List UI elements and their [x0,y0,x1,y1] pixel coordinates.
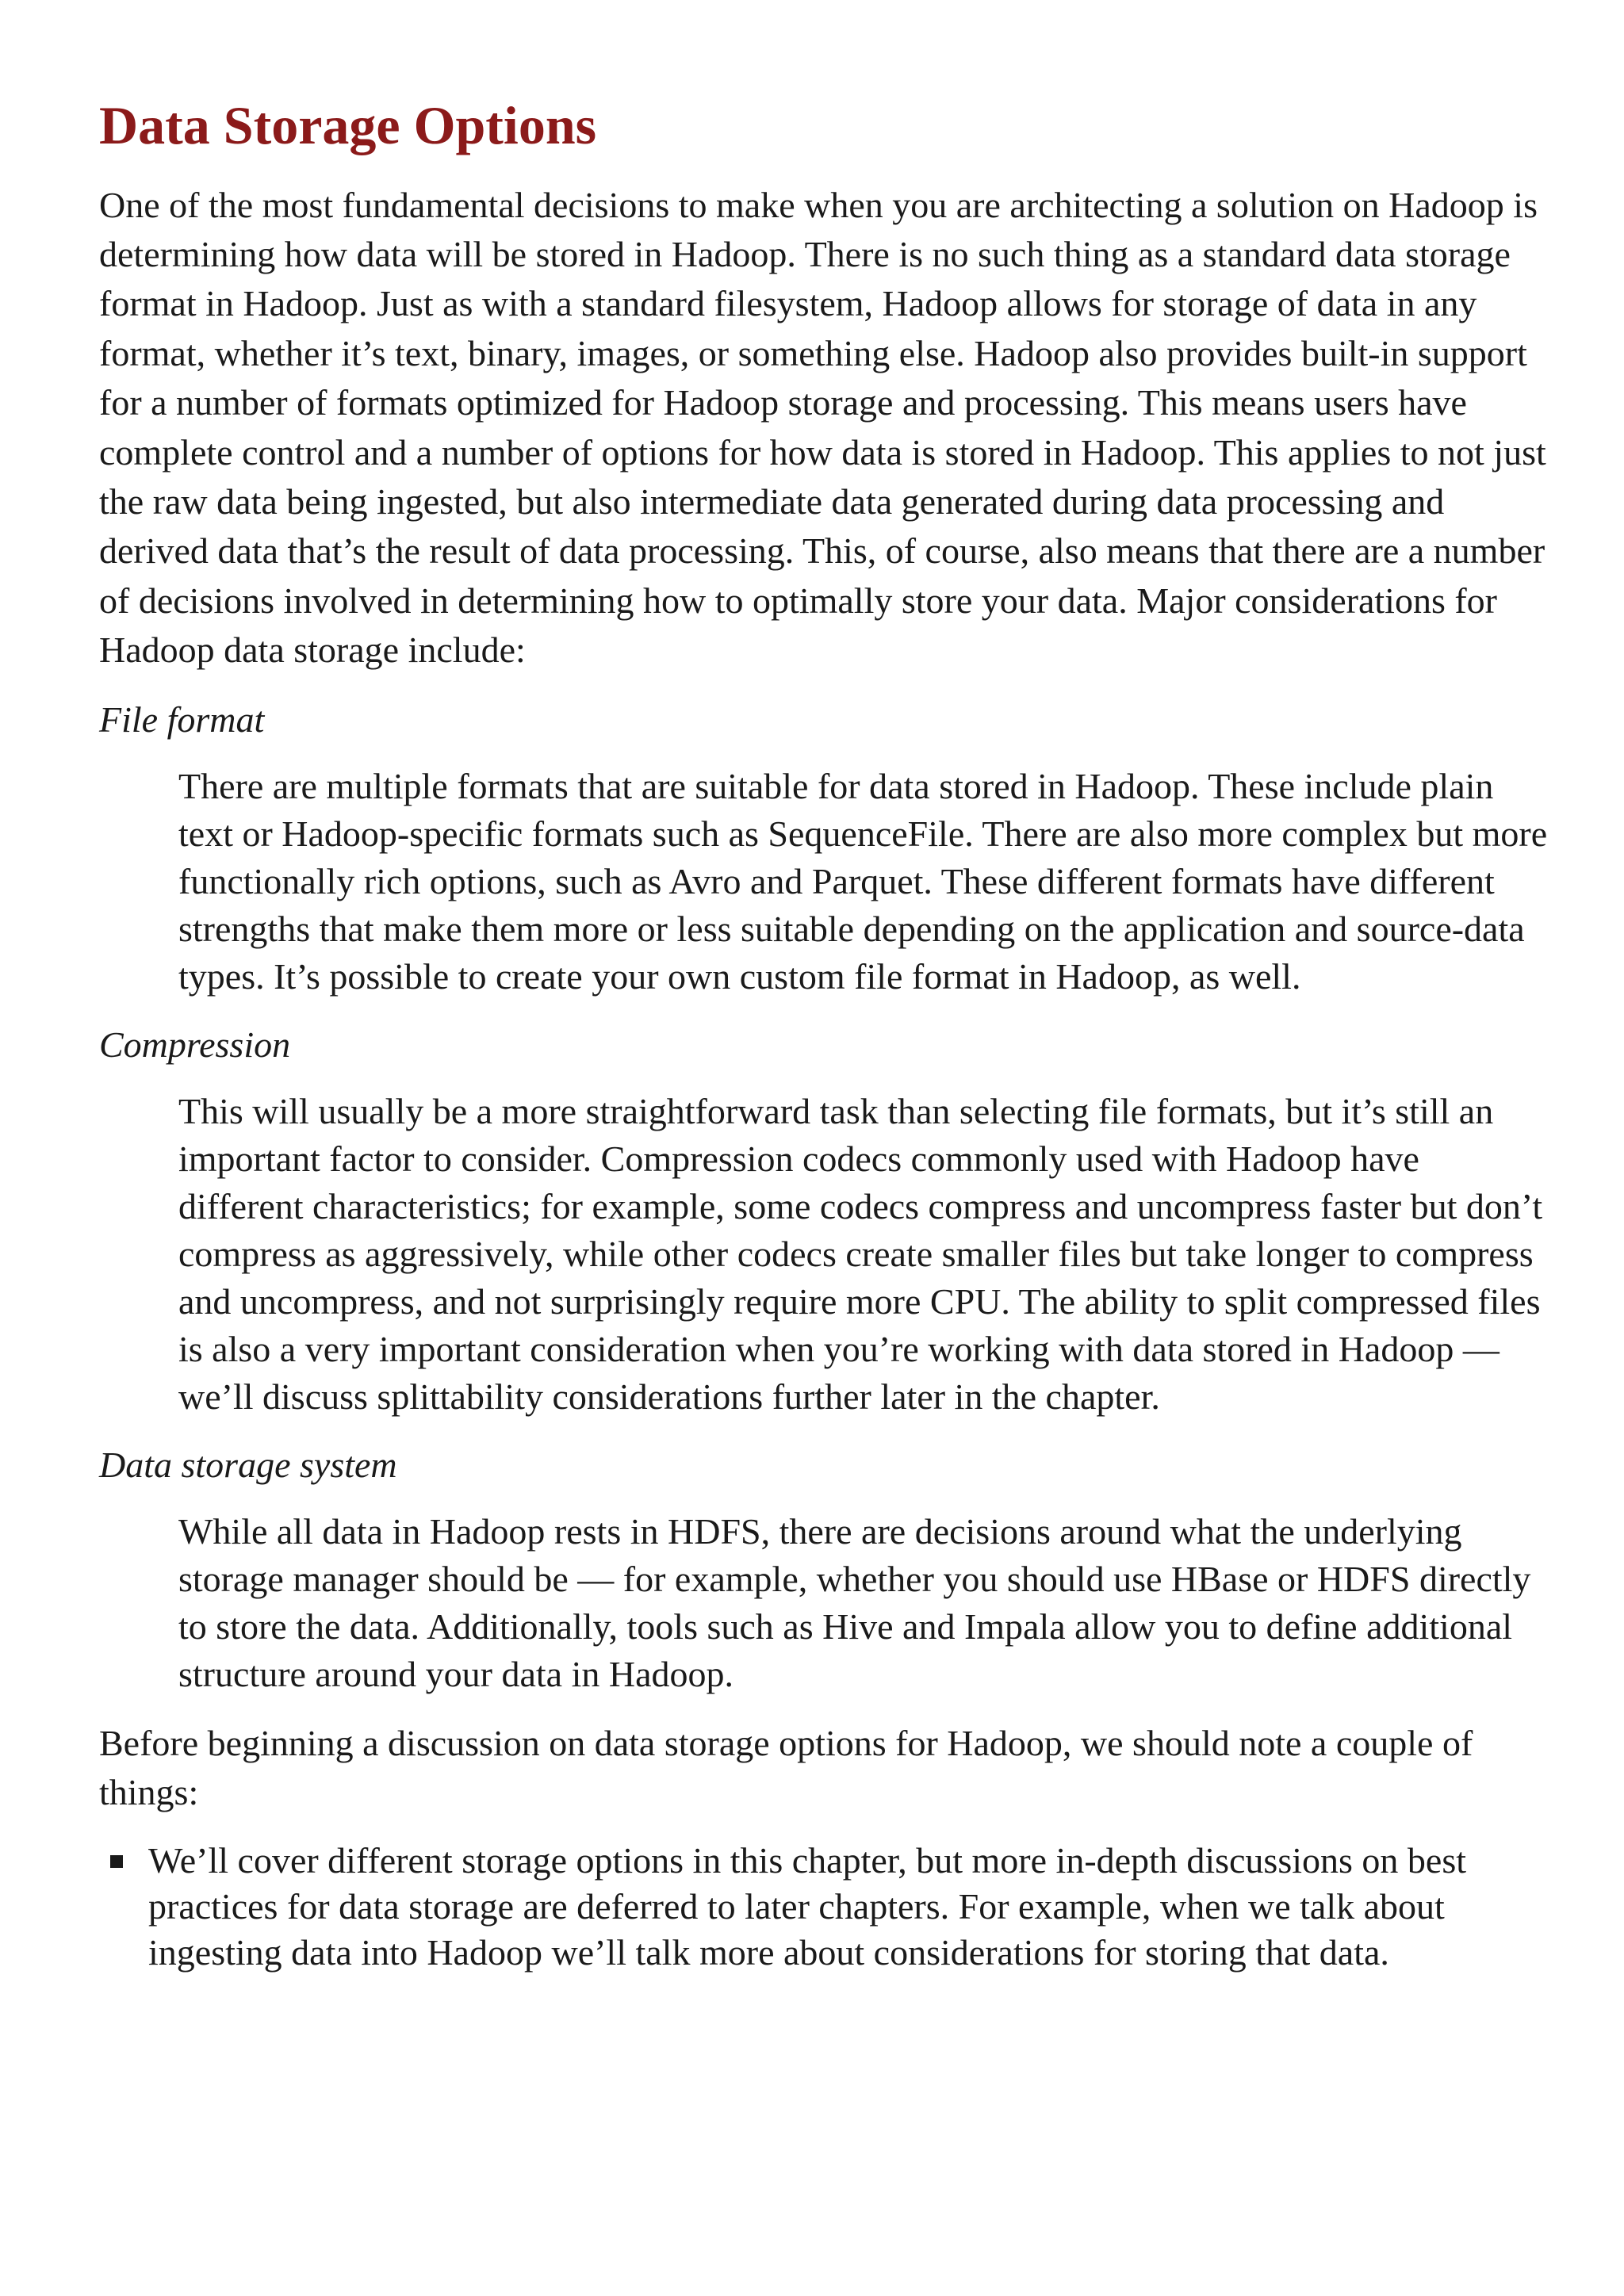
bullet-item [99,1838,1548,1976]
term-file-format: File format [99,698,265,740]
considerations-list [99,696,1548,1698]
square-bullet-icon [110,1855,123,1868]
section-heading: Data Storage Options [99,95,597,155]
definition-file-format: There are multiple formats that are suitable for data stored in Hadoop. These include plain text or Hadoop-specific formats such as SequenceFile. There are also more complex but more functionally rich options, such as Avro and Parquet. These different formats have different strengths that make them more or less suitable depending on the application and source-data types. It’s possible to create your own custom file format in Hadoop, as well. [178,765,1548,997]
definition-data-storage-system: While all data in Hadoop rests in HDFS, there are decisions around what the underlying storage manager should be — for example, whether you should use HBase or HDFS directly to store the data. Additionally, tools such as Hive and Impala allow you to define additional structure around your data in Hadoop. [178,1510,1531,1694]
definition-compression: This will usually be a more straightforward task than selecting file formats, but it’s still an important factor to consider. Compression codecs commonly used with Hadoop have different characteristics; for example, some codecs compress and uncompress faster but don’t compress as aggressively, while other codecs create smaller files but take longer to compress and uncompress, and not surprisingly require more CPU. The ability to split compressed files is also a very important consideration when you’re working with data stored in Hadoop — we’ll discuss splittability considerations further later in the chapter. [178,1090,1543,1417]
closing-paragraph: Before beginning a discussion on data storage options for Hadoop, we should note a couple of things: [99,1722,1473,1813]
intro-paragraph: One of the most fundamental decisions to make when you are architecting a solution on Hadoop is determining how data will be stored in Hadoop. There is no such thing as a standard data storage format in Hadoop. Just as with a standard filesystem, Hadoop allows for storage of data in any format, whether it’s text, binary, images, or something else. Hadoop also provides built-in support for a number of formats optimized for Hadoop storage and processing. This means users have complete control and a number of options for how data is stored in Hadoop. This applies to not just the raw data being ingested, but also intermediate data generated during data processing and derived data that’s the result of data processing. This, of course, also means that there are a number of decisions involved in determining how to optimally store your data. Major considerations for Hadoop data storage include: [99,184,1546,671]
term-compression: Compression [99,1024,291,1065]
term-data-storage-system: Data storage system [99,1444,397,1485]
bullet-text: We’ll cover different storage options in this chapter, but more in-depth discussions on best practices for data storage are deferred to later chapters. For example, when we talk about ingesting data into Hadoop we’ll talk more about considerations for storing that data. [148,1840,1467,1973]
notes-bullet-list [99,1838,1548,1976]
